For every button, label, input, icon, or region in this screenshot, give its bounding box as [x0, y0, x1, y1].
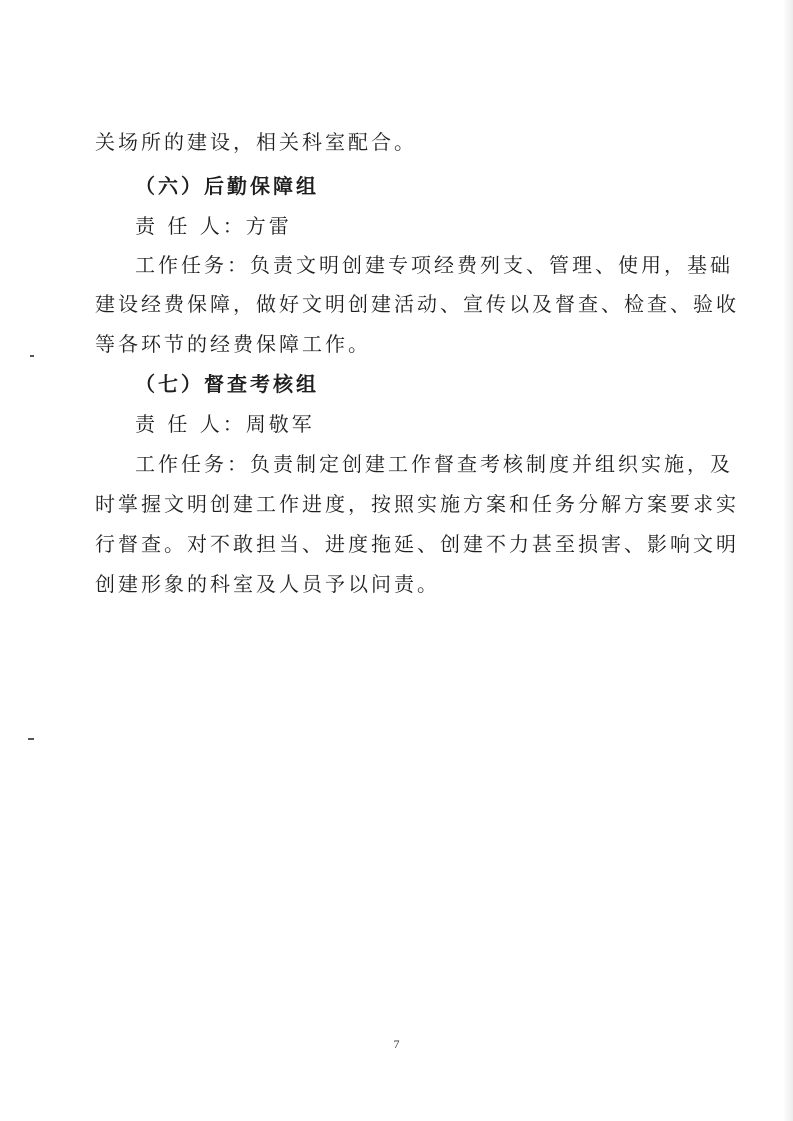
body-line: 建设经费保障，做好文明创建活动、宣传以及督查、检查、验收 — [95, 292, 739, 316]
task-line: 工作任务：负责制定创建工作督查考核制度并组织实施，及 — [135, 452, 733, 476]
body-line: 行督查。对不敢担当、进度拖延、创建不力甚至损害、影响文明 — [95, 532, 739, 556]
page-number: 7 — [393, 1037, 400, 1051]
scan-edge — [783, 0, 793, 1121]
scan-mark — [30, 355, 34, 357]
body-line: 时掌握文明创建工作进度，按照实施方案和任务分解方案要求实 — [95, 492, 739, 516]
section-heading-logistics: （六）后勤保障组 — [135, 174, 319, 198]
responsible-person-line: 责 任 人：周敬军 — [135, 412, 315, 436]
responsible-person-line: 责 任 人：方雷 — [135, 214, 292, 238]
body-line: 关场所的建设，相关科室配合。 — [95, 130, 417, 154]
task-line: 工作任务：负责文明创建专项经费列支、管理、使用，基础 — [135, 253, 733, 277]
body-line: 创建形象的科室及人员予以问责。 — [95, 572, 440, 596]
body-line: 等各环节的经费保障工作。 — [95, 332, 371, 356]
section-heading-supervision: （七）督查考核组 — [135, 372, 319, 396]
scan-mark — [28, 738, 34, 740]
